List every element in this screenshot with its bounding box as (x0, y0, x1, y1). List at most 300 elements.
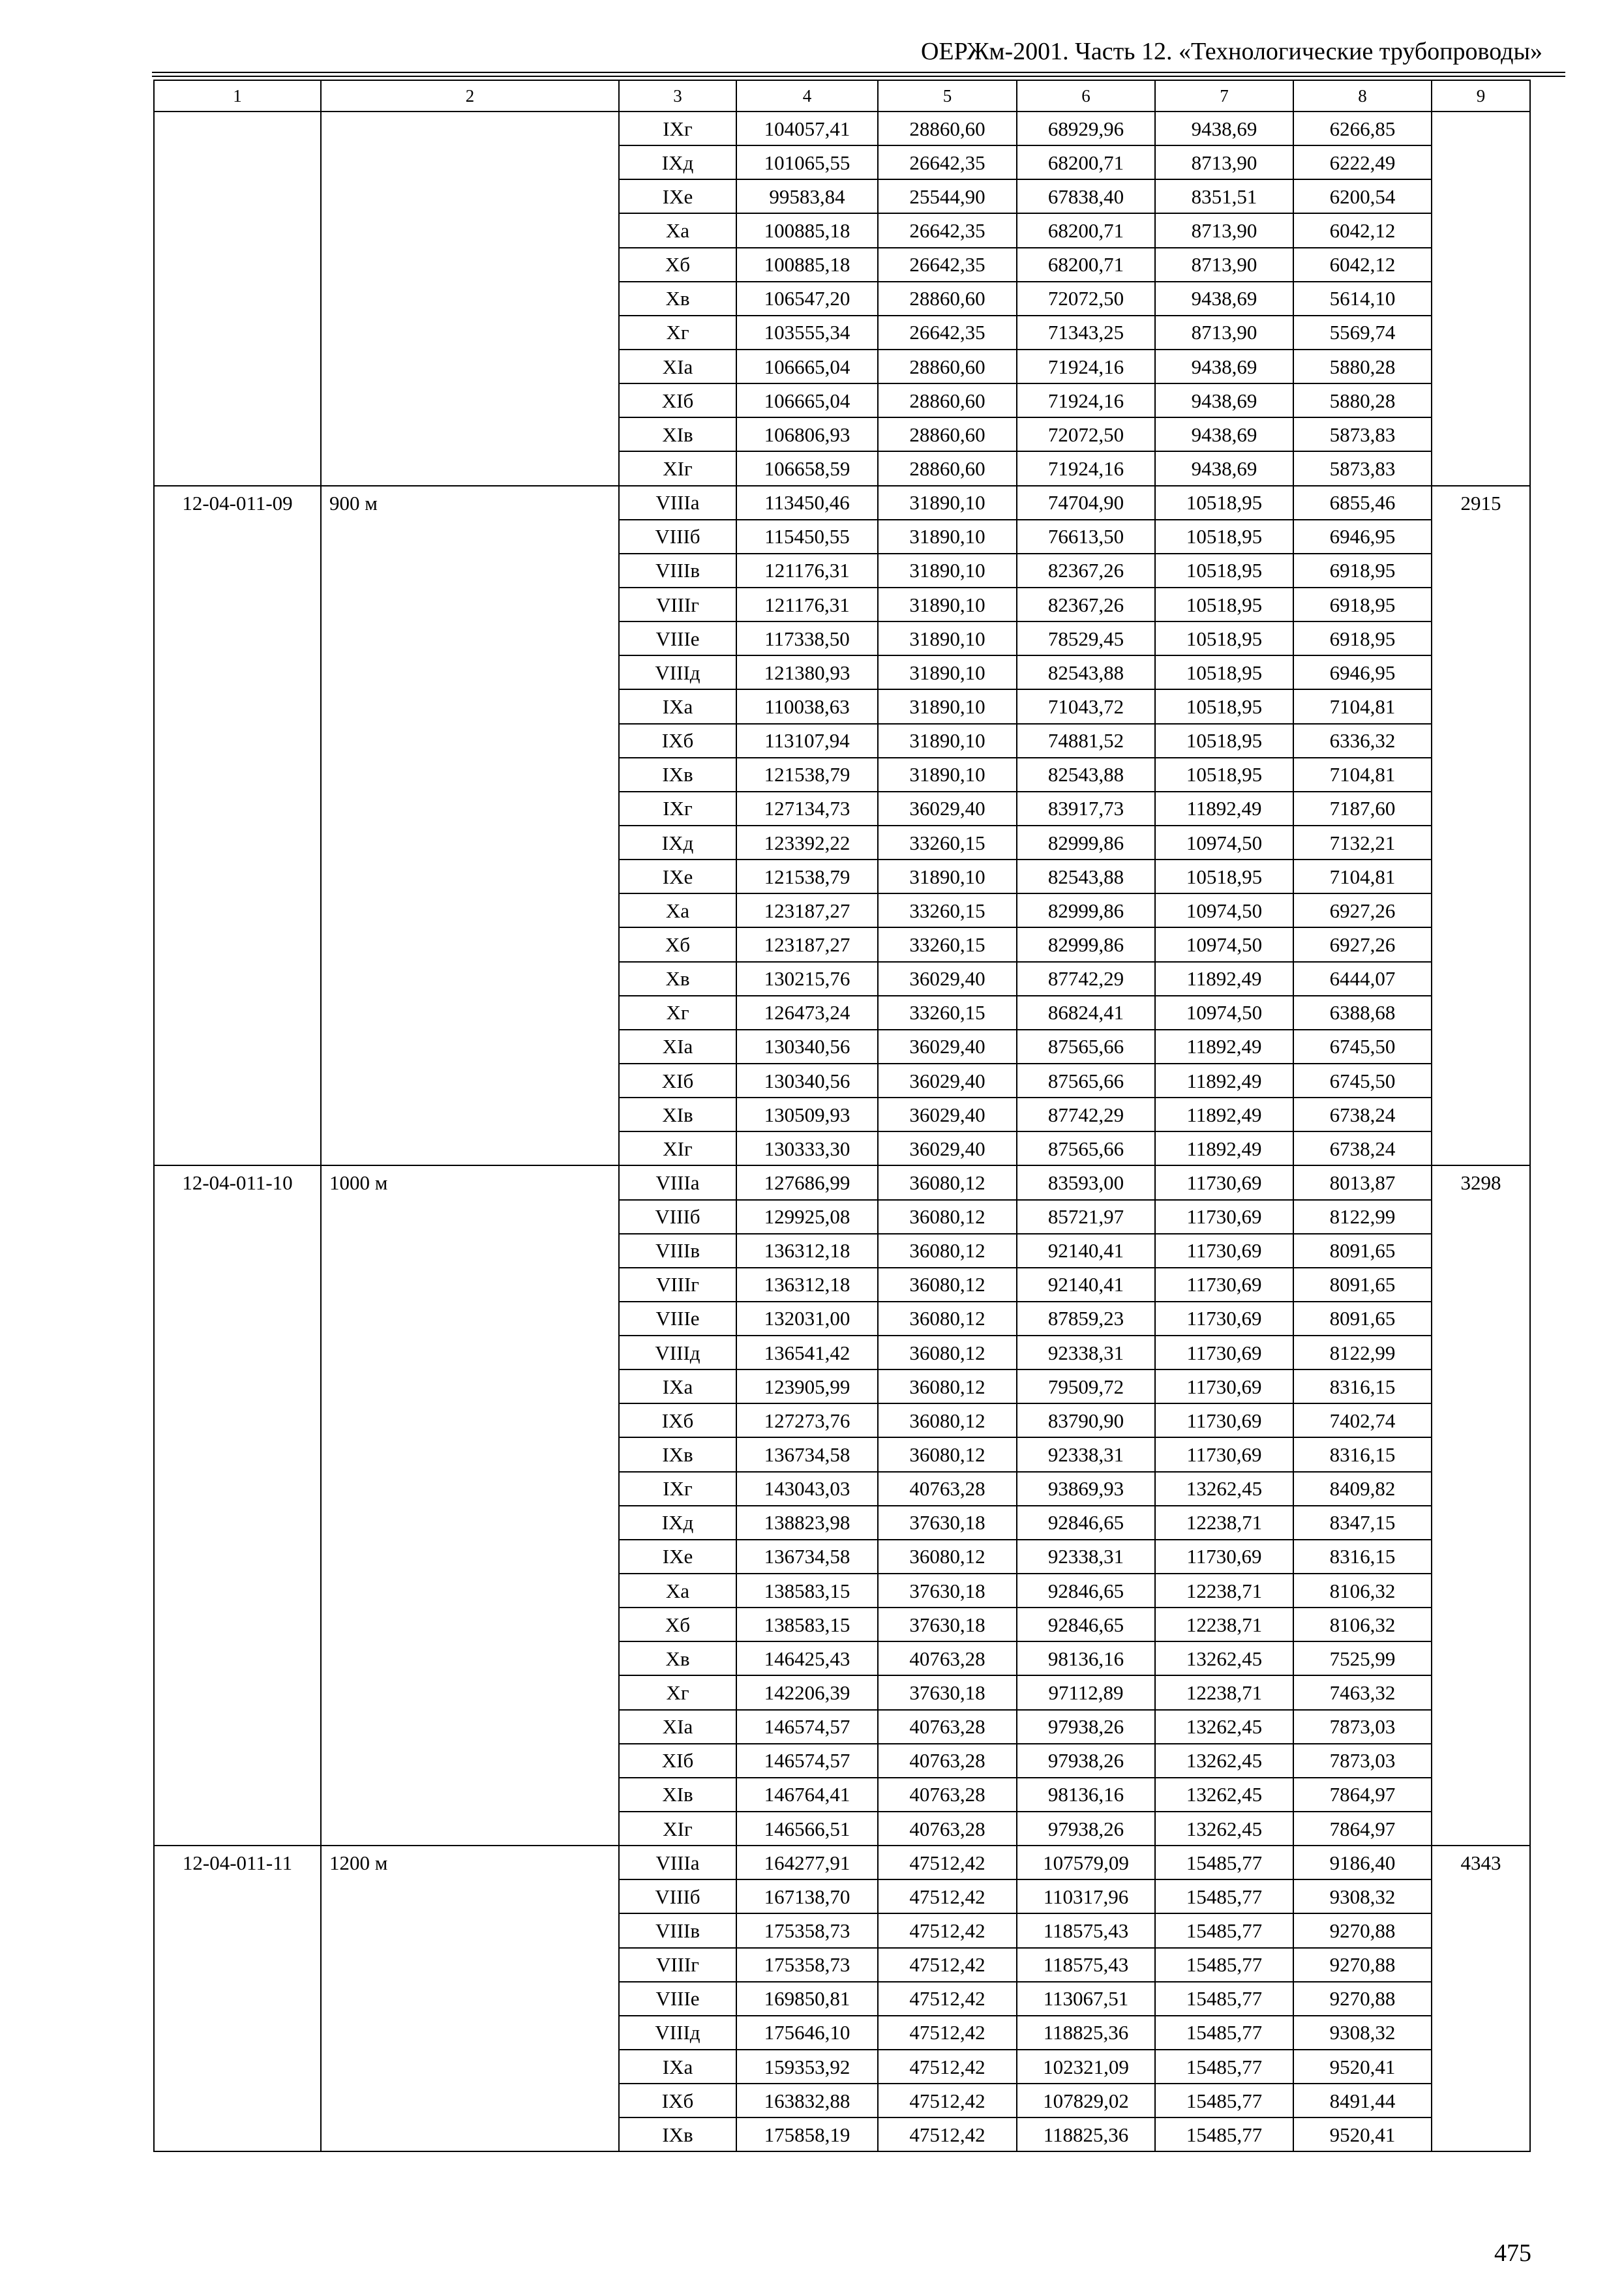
rate-code-cell (154, 350, 321, 383)
rate-code-cell (154, 554, 321, 588)
rate-code-cell (154, 145, 321, 179)
table-row (154, 1846, 1530, 1879)
category-cell: XIг (619, 451, 736, 485)
labor-cell (1432, 179, 1530, 213)
rate-code-cell (154, 1675, 321, 1709)
machines-cell: 82367,26 (1017, 554, 1155, 588)
rate-code-cell (154, 996, 321, 1030)
table-row (154, 655, 1530, 689)
rate-code-cell (154, 179, 321, 213)
materials-cell: 8316,15 (1293, 1369, 1432, 1403)
column-number: 8 (1293, 80, 1432, 112)
wages-cell: 36080,12 (878, 1336, 1017, 1369)
category-cell: XIа (619, 1030, 736, 1064)
total-cost-cell: 117338,50 (736, 621, 878, 655)
wages-cell: 37630,18 (878, 1608, 1017, 1641)
description-cell (321, 1369, 619, 1403)
operator-wages-cell: 12238,71 (1155, 1675, 1293, 1709)
operator-wages-cell: 10518,95 (1155, 520, 1293, 554)
wages-cell: 47512,42 (878, 1913, 1017, 1947)
description-cell (321, 1064, 619, 1098)
rate-code-cell (154, 1098, 321, 1131)
labor-cell (1432, 621, 1530, 655)
category-cell: IXа (619, 689, 736, 723)
materials-cell: 7104,81 (1293, 860, 1432, 893)
category-cell: VIIIа (619, 486, 736, 520)
materials-cell: 8122,99 (1293, 1336, 1432, 1369)
materials-cell: 7864,97 (1293, 1778, 1432, 1812)
rate-code-cell (154, 792, 321, 826)
operator-wages-cell: 8713,90 (1155, 213, 1293, 247)
wages-cell: 47512,42 (878, 1948, 1017, 1982)
labor-cell (1432, 1098, 1530, 1131)
category-cell: VIIIв (619, 1913, 736, 1947)
materials-cell: 6918,95 (1293, 554, 1432, 588)
total-cost-cell: 129925,08 (736, 1200, 878, 1234)
description-cell (321, 1336, 619, 1369)
description-cell: 900 м (321, 486, 619, 520)
labor-cell (1432, 1744, 1530, 1778)
rate-code-cell: 12-04-011-09 (154, 486, 321, 520)
operator-wages-cell: 11892,49 (1155, 1131, 1293, 1165)
table-row (154, 248, 1530, 282)
category-cell: VIIIв (619, 1234, 736, 1268)
category-cell: XIб (619, 383, 736, 417)
labor-cell (1432, 1437, 1530, 1471)
rate-code-cell (154, 1744, 321, 1778)
category-cell: IXд (619, 145, 736, 179)
rate-code-cell (154, 1574, 321, 1608)
operator-wages-cell: 10518,95 (1155, 588, 1293, 621)
description-cell (321, 826, 619, 860)
labor-cell (1432, 520, 1530, 554)
category-cell: IXв (619, 2117, 736, 2151)
category-cell: Xб (619, 248, 736, 282)
total-cost-cell: 136541,42 (736, 1336, 878, 1369)
description-cell (321, 1234, 619, 1268)
description-cell (321, 724, 619, 758)
wages-cell: 40763,28 (878, 1472, 1017, 1506)
materials-cell: 6946,95 (1293, 655, 1432, 689)
operator-wages-cell: 11892,49 (1155, 792, 1293, 826)
description-cell (321, 145, 619, 179)
wages-cell: 37630,18 (878, 1675, 1017, 1709)
category-cell: XIв (619, 417, 736, 451)
total-cost-cell: 136734,58 (736, 1540, 878, 1574)
wages-cell: 33260,15 (878, 893, 1017, 927)
description-cell (321, 1744, 619, 1778)
total-cost-cell: 142206,39 (736, 1675, 878, 1709)
category-cell: IXв (619, 1437, 736, 1471)
table-row (154, 1608, 1530, 1641)
operator-wages-cell: 12238,71 (1155, 1506, 1293, 1540)
machines-cell: 118825,36 (1017, 2016, 1155, 2050)
labor-cell (1432, 1608, 1530, 1641)
operator-wages-cell: 9438,69 (1155, 383, 1293, 417)
table-row (154, 724, 1530, 758)
labor-cell (1432, 417, 1530, 451)
labor-cell (1432, 1879, 1530, 1913)
rate-code-cell (154, 1506, 321, 1540)
total-cost-cell: 100885,18 (736, 213, 878, 247)
labor-cell (1432, 792, 1530, 826)
table-row (154, 1369, 1530, 1403)
rate-code-cell (154, 962, 321, 996)
total-cost-cell: 104057,41 (736, 112, 878, 145)
operator-wages-cell: 10518,95 (1155, 860, 1293, 893)
materials-cell: 9308,32 (1293, 2016, 1432, 2050)
category-cell: Xг (619, 1675, 736, 1709)
table-row (154, 1200, 1530, 1234)
operator-wages-cell: 11892,49 (1155, 962, 1293, 996)
table-row (154, 1948, 1530, 1982)
labor-cell (1432, 1302, 1530, 1336)
total-cost-cell: 136734,58 (736, 1437, 878, 1471)
machines-cell: 92846,65 (1017, 1574, 1155, 1608)
description-cell (321, 1778, 619, 1812)
table-row (154, 213, 1530, 247)
total-cost-cell: 138583,15 (736, 1574, 878, 1608)
total-cost-cell: 123187,27 (736, 927, 878, 961)
table-row (154, 1030, 1530, 1064)
materials-cell: 9270,88 (1293, 1913, 1432, 1947)
rate-code-cell (154, 927, 321, 961)
total-cost-cell: 163832,88 (736, 2084, 878, 2117)
description-cell (321, 316, 619, 350)
labor-cell (1432, 1234, 1530, 1268)
category-cell: VIIIг (619, 1948, 736, 1982)
rate-code-cell (154, 1472, 321, 1506)
description-cell (321, 1608, 619, 1641)
rate-code-cell (154, 1131, 321, 1165)
category-cell: IXг (619, 792, 736, 826)
materials-cell: 7104,81 (1293, 689, 1432, 723)
wages-cell: 36080,12 (878, 1268, 1017, 1302)
total-cost-cell: 106806,93 (736, 417, 878, 451)
wages-cell: 40763,28 (878, 1710, 1017, 1744)
description-cell (321, 1982, 619, 2016)
wages-cell: 28860,60 (878, 282, 1017, 316)
materials-cell: 6042,12 (1293, 213, 1432, 247)
labor-cell (1432, 112, 1530, 145)
total-cost-cell: 175358,73 (736, 1948, 878, 1982)
description-cell (321, 1403, 619, 1437)
category-cell: Xа (619, 213, 736, 247)
operator-wages-cell: 13262,45 (1155, 1744, 1293, 1778)
materials-cell: 6745,50 (1293, 1064, 1432, 1098)
materials-cell: 6388,68 (1293, 996, 1432, 1030)
description-cell (321, 588, 619, 621)
wages-cell: 28860,60 (878, 451, 1017, 485)
table-row (154, 996, 1530, 1030)
rate-code-cell (154, 1879, 321, 1913)
materials-cell: 7873,03 (1293, 1744, 1432, 1778)
labor-cell (1432, 826, 1530, 860)
header-rule (152, 76, 1565, 77)
description-cell (321, 1506, 619, 1540)
table-row (154, 1302, 1530, 1336)
rate-code-cell (154, 1982, 321, 2016)
materials-cell: 8013,87 (1293, 1165, 1432, 1199)
wages-cell: 28860,60 (878, 417, 1017, 451)
description-cell (321, 1268, 619, 1302)
description-cell (321, 1812, 619, 1846)
operator-wages-cell: 15485,77 (1155, 1846, 1293, 1879)
machines-cell: 102321,09 (1017, 2050, 1155, 2084)
labor-cell (1432, 2016, 1530, 2050)
materials-cell: 9520,41 (1293, 2117, 1432, 2151)
total-cost-cell: 138583,15 (736, 1608, 878, 1641)
total-cost-cell: 146574,57 (736, 1710, 878, 1744)
column-number: 9 (1432, 80, 1530, 112)
labor-cell (1432, 451, 1530, 485)
total-cost-cell: 127686,99 (736, 1165, 878, 1199)
wages-cell: 26642,35 (878, 316, 1017, 350)
table-row (154, 826, 1530, 860)
total-cost-cell: 99583,84 (736, 179, 878, 213)
rate-code-cell (154, 2084, 321, 2117)
rate-code-cell (154, 1437, 321, 1471)
materials-cell: 9186,40 (1293, 1846, 1432, 1879)
materials-cell: 7864,97 (1293, 1812, 1432, 1846)
wages-cell: 33260,15 (878, 826, 1017, 860)
description-cell (321, 1098, 619, 1131)
total-cost-cell: 175646,10 (736, 2016, 878, 2050)
table-row (154, 792, 1530, 826)
table-row (154, 1472, 1530, 1506)
operator-wages-cell: 10518,95 (1155, 486, 1293, 520)
wages-cell: 36080,12 (878, 1403, 1017, 1437)
labor-cell (1432, 1982, 1530, 2016)
table-row (154, 1098, 1530, 1131)
operator-wages-cell: 13262,45 (1155, 1641, 1293, 1675)
description-cell (321, 520, 619, 554)
description-cell (321, 1641, 619, 1675)
operator-wages-cell: 11892,49 (1155, 1030, 1293, 1064)
category-cell: VIIIб (619, 1200, 736, 1234)
category-cell: VIIIа (619, 1846, 736, 1879)
total-cost-cell: 106665,04 (736, 383, 878, 417)
rate-code-cell (154, 451, 321, 485)
description-cell (321, 417, 619, 451)
total-cost-cell: 115450,55 (736, 520, 878, 554)
materials-cell: 8316,15 (1293, 1437, 1432, 1471)
rate-code-cell (154, 2117, 321, 2151)
column-number: 4 (736, 80, 878, 112)
rate-code-cell (154, 1302, 321, 1336)
category-cell: IXг (619, 1472, 736, 1506)
wages-cell: 33260,15 (878, 996, 1017, 1030)
materials-cell: 6946,95 (1293, 520, 1432, 554)
table-row (154, 1403, 1530, 1437)
wages-cell: 31890,10 (878, 486, 1017, 520)
operator-wages-cell: 11730,69 (1155, 1234, 1293, 1268)
description-cell (321, 758, 619, 792)
operator-wages-cell: 8713,90 (1155, 145, 1293, 179)
rate-code-cell (154, 1778, 321, 1812)
materials-cell: 6266,85 (1293, 112, 1432, 145)
operator-wages-cell: 15485,77 (1155, 1982, 1293, 2016)
description-cell (321, 689, 619, 723)
table-row (154, 621, 1530, 655)
labor-cell (1432, 1506, 1530, 1540)
description-cell (321, 996, 619, 1030)
operator-wages-cell: 10974,50 (1155, 826, 1293, 860)
wages-cell: 36029,40 (878, 1098, 1017, 1131)
machines-cell: 83593,00 (1017, 1165, 1155, 1199)
table-row (154, 1982, 1530, 2016)
category-cell: IXа (619, 2050, 736, 2084)
wages-cell: 36080,12 (878, 1437, 1017, 1471)
description-cell: 1000 м (321, 1165, 619, 1199)
labor-cell (1432, 1778, 1530, 1812)
labor-cell (1432, 2050, 1530, 2084)
labor-cell (1432, 1268, 1530, 1302)
operator-wages-cell: 13262,45 (1155, 1710, 1293, 1744)
description-cell (321, 655, 619, 689)
operator-wages-cell: 15485,77 (1155, 2050, 1293, 2084)
wages-cell: 47512,42 (878, 1879, 1017, 1913)
category-cell: IXа (619, 1369, 736, 1403)
machines-cell: 107829,02 (1017, 2084, 1155, 2117)
labor-cell (1432, 316, 1530, 350)
rate-code-cell (154, 893, 321, 927)
total-cost-cell: 146574,57 (736, 1744, 878, 1778)
rate-code-cell (154, 655, 321, 689)
operator-wages-cell: 9438,69 (1155, 451, 1293, 485)
category-cell: VIIIд (619, 655, 736, 689)
table-row (154, 893, 1530, 927)
materials-cell: 9308,32 (1293, 1879, 1432, 1913)
category-cell: XIв (619, 1778, 736, 1812)
description-cell (321, 179, 619, 213)
total-cost-cell: 121380,93 (736, 655, 878, 689)
total-cost-cell: 146566,51 (736, 1812, 878, 1846)
labor-cell (1432, 1064, 1530, 1098)
materials-cell: 5873,83 (1293, 451, 1432, 485)
category-cell: XIв (619, 1098, 736, 1131)
rate-code-cell (154, 248, 321, 282)
table-row (154, 860, 1530, 893)
description-cell (321, 962, 619, 996)
materials-cell: 6200,54 (1293, 179, 1432, 213)
labor-cell (1432, 1641, 1530, 1675)
machines-cell: 82999,86 (1017, 893, 1155, 927)
operator-wages-cell: 11730,69 (1155, 1336, 1293, 1369)
description-cell (321, 1472, 619, 1506)
machines-cell: 86824,41 (1017, 996, 1155, 1030)
materials-cell: 6927,26 (1293, 927, 1432, 961)
wages-cell: 36080,12 (878, 1369, 1017, 1403)
total-cost-cell: 169850,81 (736, 1982, 878, 2016)
description-cell (321, 2016, 619, 2050)
table-row (154, 112, 1530, 145)
wages-cell: 36080,12 (878, 1302, 1017, 1336)
wages-cell: 28860,60 (878, 383, 1017, 417)
category-cell: XIа (619, 1710, 736, 1744)
wages-cell: 36080,12 (878, 1234, 1017, 1268)
labor-cell (1432, 2117, 1530, 2151)
table-row (154, 554, 1530, 588)
labor-cell (1432, 689, 1530, 723)
category-cell: VIIIе (619, 1302, 736, 1336)
description-cell (321, 350, 619, 383)
wages-cell: 31890,10 (878, 724, 1017, 758)
total-cost-cell: 175858,19 (736, 2117, 878, 2151)
rate-code-cell: 12-04-011-10 (154, 1165, 321, 1199)
rate-code-cell (154, 1540, 321, 1574)
operator-wages-cell: 11730,69 (1155, 1540, 1293, 1574)
machines-cell: 98136,16 (1017, 1641, 1155, 1675)
machines-cell: 85721,97 (1017, 1200, 1155, 1234)
wages-cell: 28860,60 (878, 112, 1017, 145)
total-cost-cell: 100885,18 (736, 248, 878, 282)
category-cell: IXв (619, 758, 736, 792)
labor-cell: 2915 (1432, 486, 1530, 520)
machines-cell: 92846,65 (1017, 1506, 1155, 1540)
materials-cell: 6745,50 (1293, 1030, 1432, 1064)
wages-cell: 26642,35 (878, 213, 1017, 247)
category-cell: Xв (619, 962, 736, 996)
total-cost-cell: 106658,59 (736, 451, 878, 485)
operator-wages-cell: 10518,95 (1155, 758, 1293, 792)
column-number: 1 (154, 80, 321, 112)
category-cell: Xб (619, 927, 736, 961)
total-cost-cell: 113107,94 (736, 724, 878, 758)
materials-cell: 7873,03 (1293, 1710, 1432, 1744)
operator-wages-cell: 10518,95 (1155, 724, 1293, 758)
labor-cell (1432, 1030, 1530, 1064)
materials-cell: 6918,95 (1293, 621, 1432, 655)
table-row (154, 588, 1530, 621)
materials-cell: 5880,28 (1293, 350, 1432, 383)
description-cell (321, 248, 619, 282)
machines-cell: 68200,71 (1017, 213, 1155, 247)
table-row (154, 1812, 1530, 1846)
table-row (154, 1879, 1530, 1913)
materials-cell: 6927,26 (1293, 893, 1432, 927)
machines-cell: 97938,26 (1017, 1710, 1155, 1744)
machines-cell: 83917,73 (1017, 792, 1155, 826)
operator-wages-cell: 13262,45 (1155, 1778, 1293, 1812)
category-cell: IXе (619, 860, 736, 893)
labor-cell: 3298 (1432, 1165, 1530, 1199)
operator-wages-cell: 10518,95 (1155, 655, 1293, 689)
operator-wages-cell: 9438,69 (1155, 350, 1293, 383)
wages-cell: 31890,10 (878, 655, 1017, 689)
labor-cell (1432, 1948, 1530, 1982)
description-cell (321, 1913, 619, 1947)
operator-wages-cell: 13262,45 (1155, 1812, 1293, 1846)
total-cost-cell: 130509,93 (736, 1098, 878, 1131)
table-row (154, 2050, 1530, 2084)
column-number: 3 (619, 80, 736, 112)
materials-cell: 7187,60 (1293, 792, 1432, 826)
rate-code-cell (154, 316, 321, 350)
table-row (154, 417, 1530, 451)
operator-wages-cell: 9438,69 (1155, 112, 1293, 145)
operator-wages-cell: 15485,77 (1155, 1913, 1293, 1947)
operator-wages-cell: 10974,50 (1155, 927, 1293, 961)
materials-cell: 5569,74 (1293, 316, 1432, 350)
total-cost-cell: 110038,63 (736, 689, 878, 723)
machines-cell: 118825,36 (1017, 2117, 1155, 2151)
machines-cell: 110317,96 (1017, 1879, 1155, 1913)
materials-cell: 7463,32 (1293, 1675, 1432, 1709)
description-cell (321, 1302, 619, 1336)
description-cell (321, 1540, 619, 1574)
machines-cell: 87565,66 (1017, 1064, 1155, 1098)
